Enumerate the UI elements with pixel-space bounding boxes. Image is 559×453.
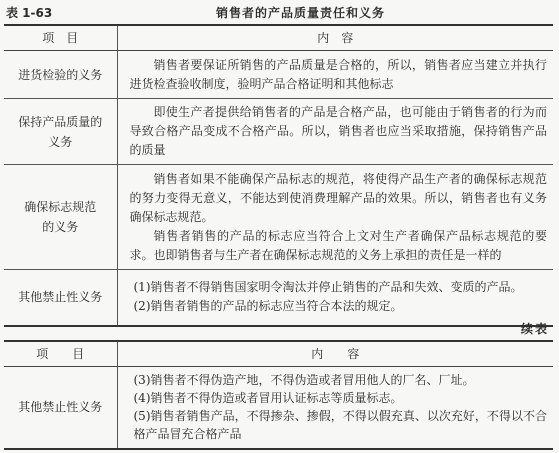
duties-table-continued xyxy=(4,340,553,450)
row-paragraph: 销售者要保证所销售的产品质量是合格的，所以，销售者应当建立并执行进货检查验收制度，验明产品合格证明和其他标志 xyxy=(129,57,547,91)
header-content: 内 容 xyxy=(117,25,553,51)
header-item: 项 目 xyxy=(4,25,117,51)
row-content xyxy=(117,99,553,165)
row-paragraph: 即使生产者提供给销售者的产品是合格产品，也可能由于销售者的行为而导致合格产品变成不合格产品。所以，销售者也应当采取措施，保持销售产品的质量 xyxy=(129,105,547,157)
row-paragraph: (4)销售者不得伪造或者冒用认证标志等质量标志。 xyxy=(133,391,403,406)
table-caption xyxy=(6,4,551,20)
row-paragraph: (2)销售者销售的产品的标志应当符合本法的规定。 xyxy=(133,299,403,314)
continued-label: 续表 xyxy=(520,322,549,336)
row-item: 保持产品质量的义务 xyxy=(4,99,117,165)
header-item: 项 目 xyxy=(4,341,117,367)
table-row xyxy=(4,99,553,165)
table-row xyxy=(4,367,553,449)
row-content xyxy=(117,367,553,449)
row-content xyxy=(117,270,553,326)
header-content: 内 容 xyxy=(117,341,553,367)
table-number: 表 1-63 xyxy=(6,6,53,20)
row-paragraph: (1)销售者不得销售国家明令淘汰并停止销售的产品和失效、变质的产品。 xyxy=(133,280,523,295)
table-title: 销售者的产品质量责任和义务 xyxy=(216,6,386,20)
table-header-row xyxy=(4,341,553,367)
row-paragraph: 销售者销售的产品的标志应当符合上文对生产者确保产品标志规范的要求。也即销售者与生产者在确保标志规范的义务上承担的责任是一样的 xyxy=(129,228,547,262)
row-item: 其他禁止性义务 xyxy=(4,270,117,326)
row-paragraph: 销售者如果不能确保产品标志的规范，将使得产品生产者的确保标志规范的努力变得无意义，不能达到使消费理解产品的效果。所以，销售者也有义务确保标志规范。 xyxy=(129,171,547,224)
table-header-row xyxy=(4,25,553,51)
row-paragraph: (5)销售者销售产品，不得掺杂、掺假，不得以假充真、以次充好，不得以不合格产品冒充合格产品 xyxy=(133,409,547,442)
row-item: 确保标志规范的义务 xyxy=(4,165,117,270)
table-row xyxy=(4,51,553,99)
table-row xyxy=(4,165,553,270)
row-item: 其他禁止性义务 xyxy=(4,367,117,449)
row-content xyxy=(117,51,553,99)
duties-table xyxy=(4,24,553,327)
table-row xyxy=(4,270,553,326)
row-paragraph: (3)销售者不得伪造产地，不得伪造或者冒用他人的厂名、厂址。 xyxy=(133,373,475,388)
row-content xyxy=(117,165,553,270)
row-item: 进货检验的义务 xyxy=(4,51,117,99)
